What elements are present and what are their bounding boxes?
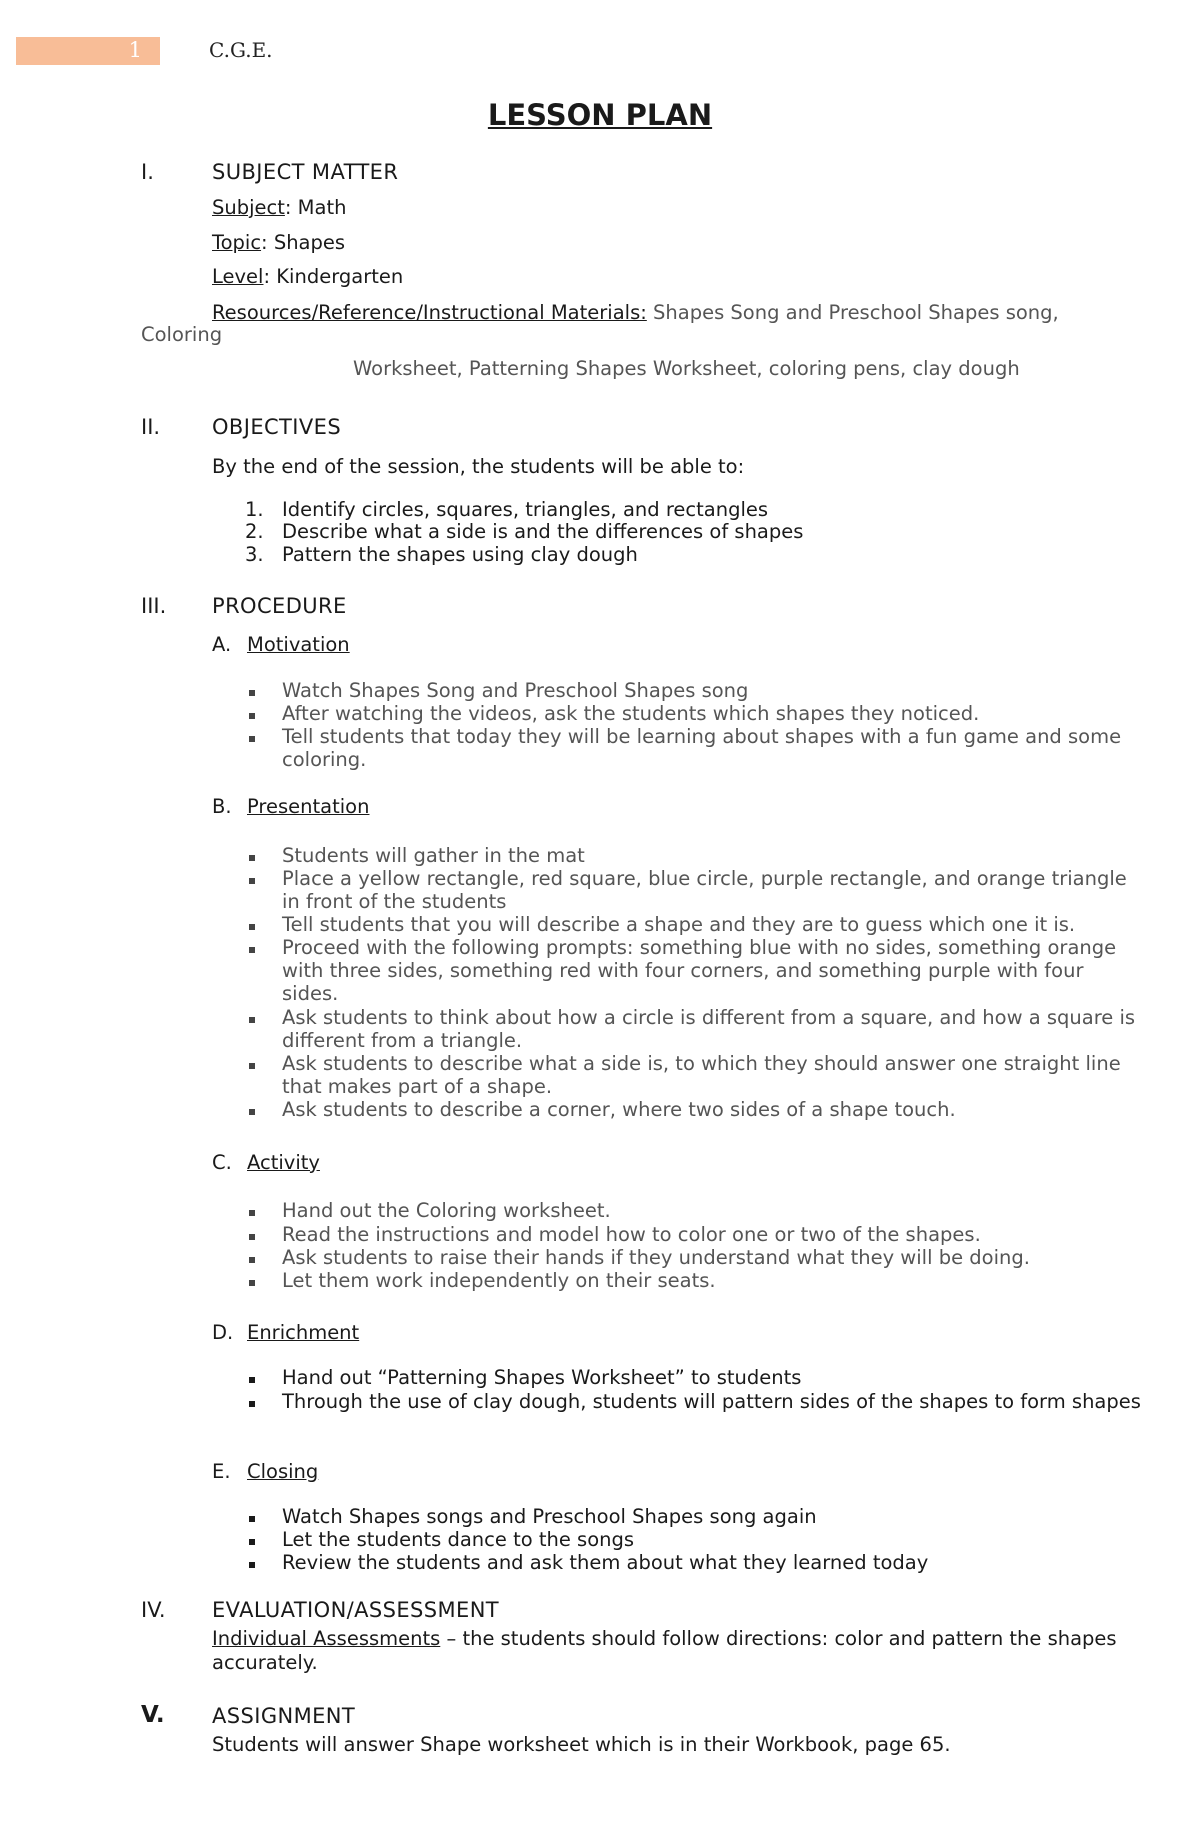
list-item: Read the instructions and model how to color one or two of the shapes.	[282, 1223, 981, 1246]
bullet-icon	[249, 924, 255, 930]
subsection-letter: E.	[212, 1460, 231, 1483]
section-heading-subject-matter: SUBJECT MATTER	[212, 160, 399, 184]
list-item: Tell students that you will describe a shape and they are to guess which one it is.	[282, 913, 1076, 936]
list-item: Ask students to raise their hands if they understand what they will be doing.	[282, 1246, 1030, 1269]
list-item: Tell students that today they will be learning about shapes with a fun game and some coloring.	[282, 725, 1122, 771]
list-item: Students will gather in the mat	[282, 844, 585, 867]
topic-value: : Shapes	[261, 231, 346, 254]
section-numeral-1: I.	[141, 160, 154, 184]
level-label: Level	[212, 265, 264, 288]
bullet-icon	[249, 1017, 255, 1023]
objectives-intro: By the end of the session, the students will be able to:	[212, 455, 745, 478]
bullet-icon	[249, 947, 255, 953]
objective-num: 3.	[245, 543, 264, 566]
subject-value: : Math	[284, 196, 347, 219]
resources-value: Shapes Song and Preschool Shapes song,	[646, 301, 1059, 324]
page-title: LESSON PLAN	[487, 98, 713, 132]
list-item: Proceed with the following prompts: something blue with no sides, something orange with three sides, something red with four corners, and something purple with four sides.	[282, 936, 1117, 1005]
list-item: After watching the videos, ask the students which shapes they noticed.	[282, 702, 980, 725]
bullet-icon	[249, 1377, 255, 1383]
subsection-letter: D.	[212, 1321, 234, 1344]
list-item: Hand out the Coloring worksheet.	[282, 1199, 611, 1222]
bullet-icon	[249, 1280, 255, 1286]
resources-label: Resources/Reference/Instructional Materials:	[212, 301, 647, 324]
list-item: Let the students dance to the songs	[282, 1528, 635, 1551]
bullet-icon	[249, 855, 255, 861]
subsection-letter: B.	[212, 795, 232, 818]
list-item: Ask students to describe what a side is, to which they should answer one straight line that makes part of a shape.	[282, 1052, 1121, 1098]
list-item: Review the students and ask them about what they learned today	[282, 1551, 929, 1574]
bullet-icon	[249, 1109, 255, 1115]
evaluation-text: – the students should follow directions: color and pattern the shapes	[440, 1627, 1117, 1650]
bullet-icon	[249, 713, 255, 719]
resources-value-cont: Coloring	[141, 323, 223, 346]
resources-line	[212, 301, 1059, 324]
subject-label: Subject	[212, 196, 285, 219]
subsection-title-activity: Activity	[247, 1151, 320, 1174]
section-heading-procedure: PROCEDURE	[212, 594, 347, 618]
section-numeral-2: II.	[141, 415, 161, 439]
evaluation-label: Individual Assessments	[212, 1627, 441, 1650]
page-number: 1	[128, 38, 142, 62]
list-item: Place a yellow rectangle, red square, blue circle, purple rectangle, and orange triangle in front of the students	[282, 867, 1127, 913]
evaluation-line	[212, 1627, 1117, 1650]
bullet-icon	[249, 1234, 255, 1240]
list-item: Watch Shapes Song and Preschool Shapes song	[282, 679, 749, 702]
list-item: Let them work independently on their seats.	[282, 1269, 716, 1292]
topic-line	[212, 231, 345, 254]
bullet-icon	[249, 736, 255, 742]
page-number-box	[16, 37, 160, 65]
topic-label: Topic	[212, 231, 262, 254]
section-numeral-4: IV.	[141, 1598, 166, 1622]
bullet-icon	[249, 878, 255, 884]
objective-item: Describe what a side is and the differences of shapes	[282, 520, 804, 543]
objective-num: 1.	[245, 498, 264, 521]
evaluation-text-cont: accurately.	[212, 1651, 318, 1674]
bullet-icon	[249, 1210, 255, 1216]
subsection-title-enrichment: Enrichment	[247, 1321, 360, 1344]
subsection-title-presentation: Presentation	[247, 795, 370, 818]
section-numeral-5: V.	[141, 1702, 165, 1728]
subsection-title-closing: Closing	[247, 1460, 319, 1483]
bullet-icon	[249, 1063, 255, 1069]
bullet-icon	[249, 1539, 255, 1545]
list-item: Ask students to describe a corner, where two sides of a shape touch.	[282, 1098, 956, 1121]
level-line	[212, 265, 403, 288]
bullet-icon	[249, 1562, 255, 1568]
section-heading-assignment: ASSIGNMENT	[212, 1704, 356, 1728]
assignment-text: Students will answer Shape worksheet which is in their Workbook, page 65.	[212, 1733, 951, 1756]
subsection-title-motivation: Motivation	[247, 633, 350, 656]
doc-code: C.G.E.	[209, 38, 273, 62]
subsection-letter: A.	[212, 633, 232, 656]
resources-value-cont-2: Worksheet, Patterning Shapes Worksheet, coloring pens, clay dough	[353, 357, 1020, 380]
list-item: Watch Shapes songs and Preschool Shapes song again	[282, 1505, 817, 1528]
section-numeral-3: III.	[141, 594, 167, 618]
objective-item: Pattern the shapes using clay dough	[282, 543, 638, 566]
bullet-icon	[249, 1516, 255, 1522]
section-heading-objectives: OBJECTIVES	[212, 415, 342, 439]
list-item: Ask students to think about how a circle is different from a square, and how a square is different from a triangle.	[282, 1006, 1136, 1052]
list-item: Through the use of clay dough, students will pattern sides of the shapes to form shapes	[282, 1390, 1141, 1413]
bullet-icon	[249, 690, 255, 696]
list-item: Hand out “Patterning Shapes Worksheet” to students	[282, 1366, 802, 1389]
subject-line	[212, 196, 346, 219]
objective-num: 2.	[245, 520, 264, 543]
section-heading-evaluation: EVALUATION/ASSESSMENT	[212, 1598, 500, 1622]
subsection-letter: C.	[212, 1151, 232, 1174]
bullet-icon	[249, 1401, 255, 1407]
bullet-icon	[249, 1257, 255, 1263]
level-value: : Kindergarten	[263, 265, 404, 288]
objective-item: Identify circles, squares, triangles, and rectangles	[282, 498, 769, 521]
